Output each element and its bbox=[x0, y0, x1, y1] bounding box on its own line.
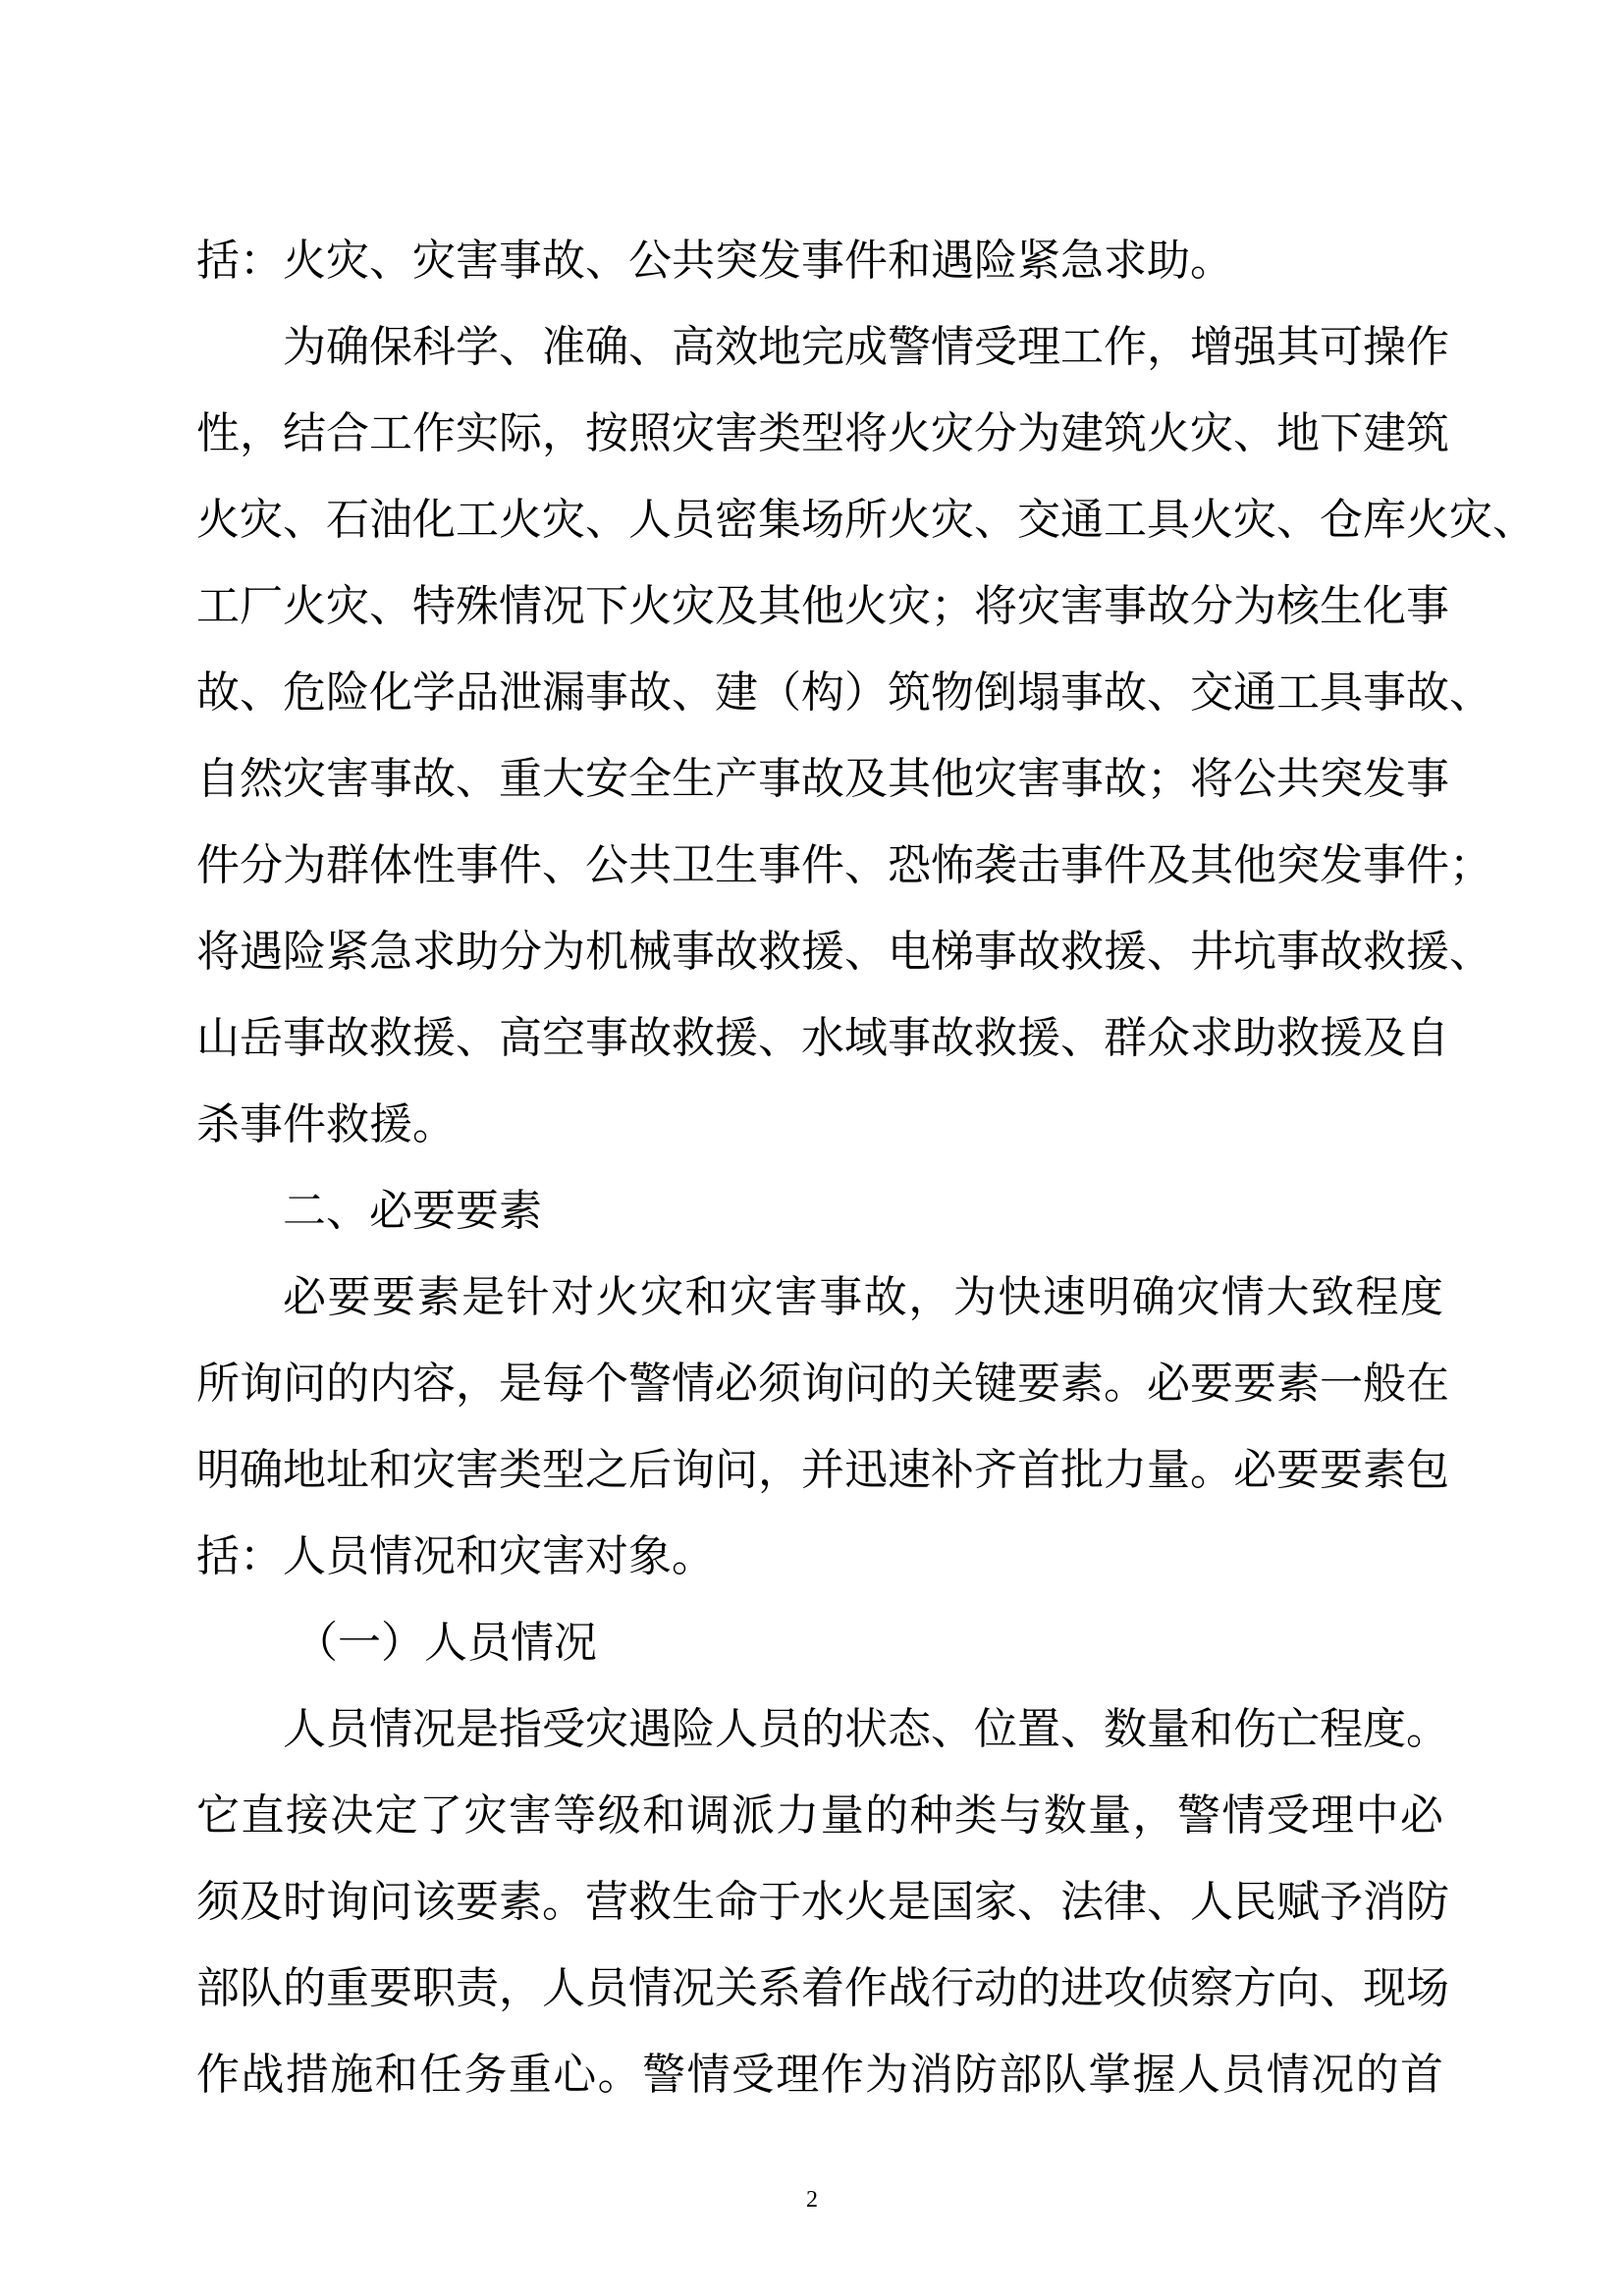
paragraph-start: 人员情况是指受灾遇险人员的状态、位置、数量和伤亡程度。 bbox=[283, 1704, 1449, 1754]
text-line: 括：火灾、灾害事故、公共突发事件和遇险紧急求助。 bbox=[196, 236, 1233, 286]
text-line: 自然灾害事故、重大安全生产事故及其他灾害事故；将公共突发事 bbox=[196, 754, 1449, 804]
text-line: 件分为群体性事件、公共卫生事件、恐怖袭击事件及其他突发事件； bbox=[196, 840, 1492, 890]
subsection-heading: （一）人员情况 bbox=[295, 1618, 597, 1668]
paragraph-start: 为确保科学、准确、高效地完成警情受理工作，增强其可操作 bbox=[283, 322, 1449, 372]
text-line: 性，结合工作实际，按照灾害类型将火灾分为建筑火灾、地下建筑 bbox=[196, 408, 1449, 458]
text-line: 故、危险化学品泄漏事故、建（构）筑物倒塌事故、交通工具事故、 bbox=[196, 667, 1492, 718]
paragraph-start: 必要要素是针对火灾和灾害事故，为快速明确灾情大致程度 bbox=[283, 1272, 1443, 1322]
text-line: 所询问的内容，是每个警情必须询问的关键要素。必要要素一般在 bbox=[196, 1359, 1449, 1409]
page-number: 2 bbox=[806, 2187, 818, 2213]
section-heading: 二、必要要素 bbox=[283, 1186, 542, 1236]
text-line: 将遇险紧急求助分为机械事故救援、电梯事故救援、井坑事故救援、 bbox=[196, 927, 1492, 977]
text-line: 括：人员情况和灾害对象。 bbox=[196, 1531, 715, 1581]
text-line: 明确地址和灾害类型之后询问，并迅速补齐首批力量。必要要素包 bbox=[196, 1445, 1449, 1495]
text-line: 它直接决定了灾害等级和调派力量的种类与数量，警情受理中必 bbox=[196, 1790, 1443, 1841]
text-line: 杀事件救援。 bbox=[196, 1099, 456, 1149]
text-line: 作战措施和任务重心。警情受理作为消防部队掌握人员情况的首 bbox=[196, 2050, 1443, 2100]
text-line: 须及时询问该要素。营救生命于水火是国家、法律、人民赋予消防 bbox=[196, 1877, 1449, 1927]
text-line: 工厂火灾、特殊情况下火灾及其他火灾；将灾害事故分为核生化事 bbox=[196, 581, 1449, 631]
text-line: 山岳事故救援、高空事故救援、水域事故救援、群众求助救援及自 bbox=[196, 1013, 1449, 1063]
text-line: 部队的重要职责，人员情况关系着作战行动的进攻侦察方向、现场 bbox=[196, 1963, 1449, 2013]
text-line: 火灾、石油化工火灾、人员密集场所火灾、交通工具火灾、仓库火灾、 bbox=[196, 495, 1536, 545]
